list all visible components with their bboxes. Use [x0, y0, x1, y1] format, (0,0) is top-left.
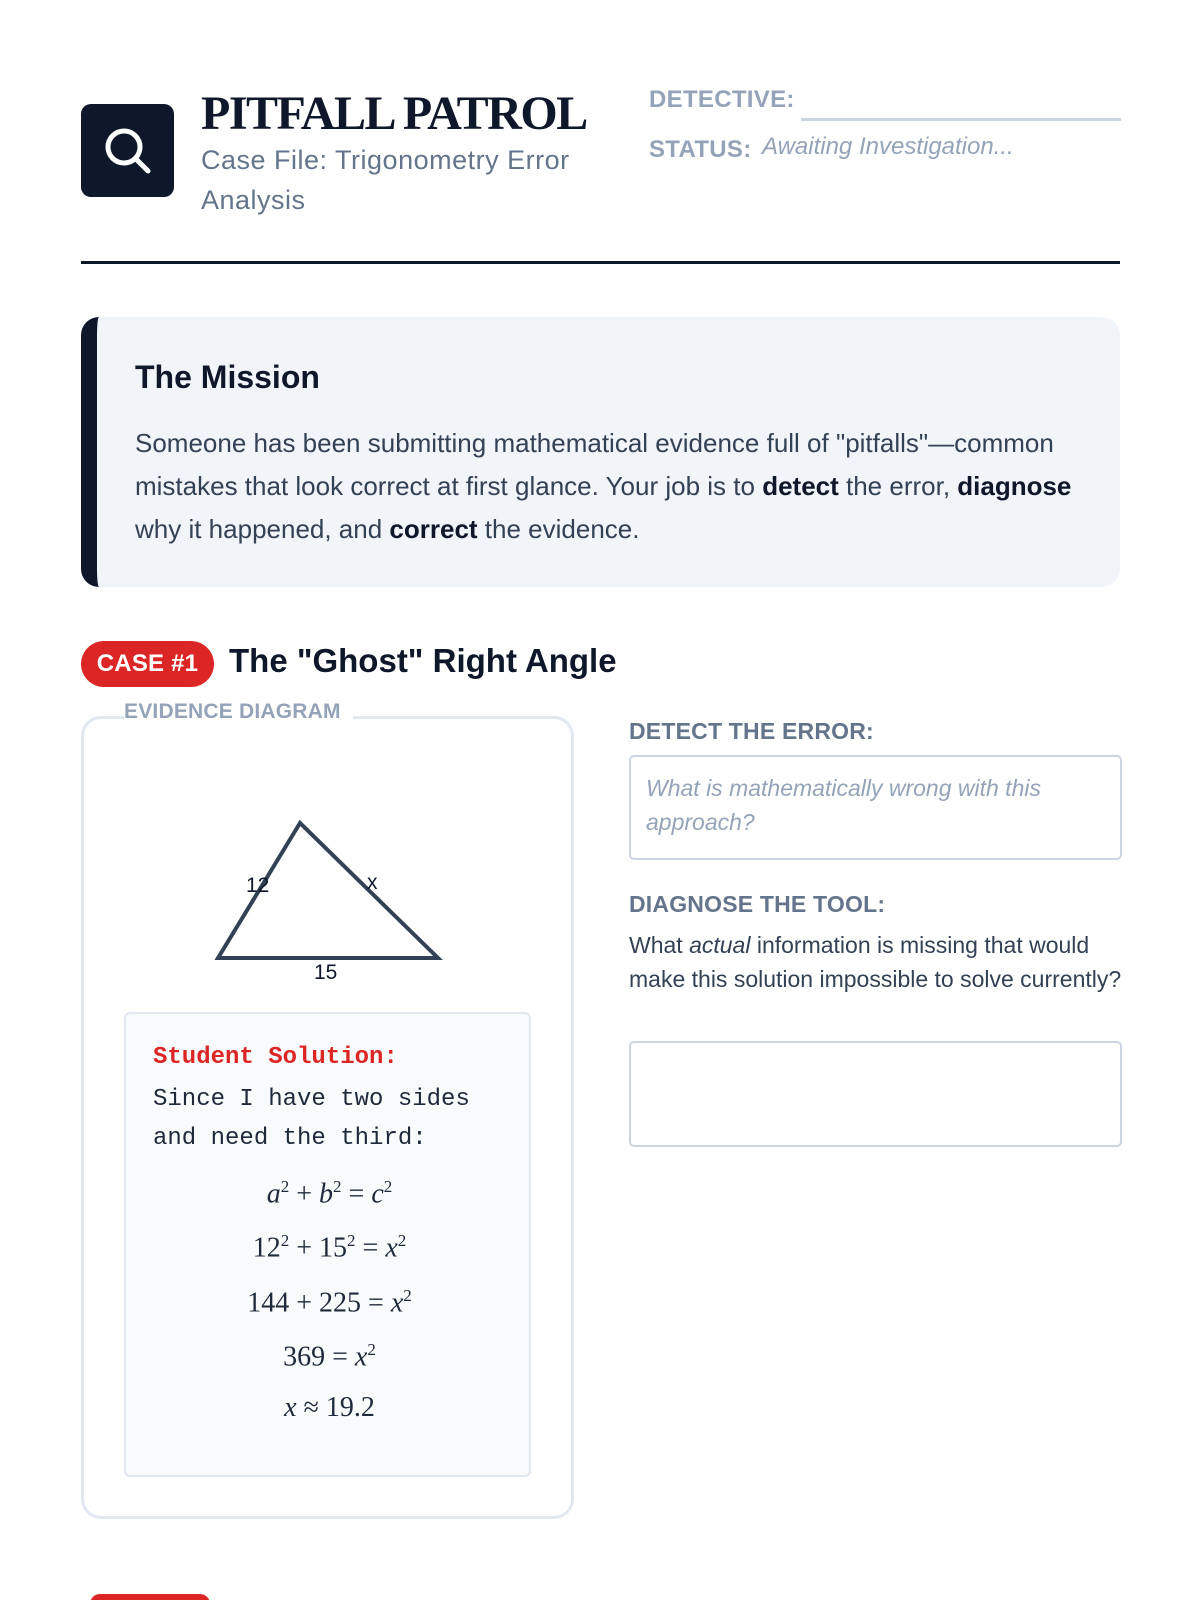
equation-step: x ≈ 19.2	[284, 1392, 375, 1423]
student-solution	[124, 1012, 531, 1477]
side-label-left: 12	[246, 874, 270, 897]
next-case-badge	[90, 1594, 210, 1600]
status-label: STATUS:	[649, 136, 752, 163]
side-label-right: x	[367, 871, 378, 894]
equation-step: $369 = x^2$	[283, 1340, 376, 1373]
detective-label: DETECTIVE:	[649, 86, 795, 113]
page-title: PITFALL PATROL	[201, 87, 587, 140]
logo	[81, 104, 174, 197]
equation-step: $12^2 + 15^2 = x^2$	[252, 1231, 407, 1264]
side-label-bottom: 15	[314, 961, 338, 984]
solution-text: Since I have two sides and need the third:	[153, 1086, 470, 1152]
equation-step: $a^2 + b^2 = c^2$	[266, 1177, 393, 1210]
detective-name-field[interactable]	[801, 118, 1121, 121]
mission-panel	[81, 317, 1120, 587]
detect-placeholder: What is mathematically wrong with this approach?	[646, 775, 1041, 835]
header	[81, 80, 1120, 264]
diagnose-prompt: What actual information is missing that would make this solution impossible to solve currently?	[629, 932, 1122, 992]
diagnose-answer-field[interactable]	[629, 1041, 1122, 1147]
case-title: The "Ghost" Right Angle	[229, 642, 617, 679]
solution-label: Student Solution:	[153, 1044, 398, 1071]
equation-step: $144 + 225 = x^2$	[247, 1286, 412, 1319]
mission-text: Someone has been submitting mathematical evidence full of "pitfalls"—common mistakes that look correct at first glance. Your job is to detect the error, diagnose why it happened, and correct the evidence.	[135, 428, 1072, 544]
detect-label: DETECT THE ERROR:	[629, 718, 874, 744]
status-value: Awaiting Investigation...	[762, 133, 1014, 160]
magnifier-icon	[101, 124, 155, 178]
evidence-label: EVIDENCE DIAGRAM	[124, 700, 353, 724]
mission-heading: The Mission	[135, 359, 320, 395]
page-subtitle: Case File: Trigonometry Error Analysis	[201, 145, 570, 215]
diagnose-label: DIAGNOSE THE TOOL:	[629, 891, 886, 917]
case-badge: CASE #1	[81, 641, 214, 687]
triangle-diagram	[210, 815, 450, 985]
detect-answer-field[interactable]	[629, 755, 1122, 860]
